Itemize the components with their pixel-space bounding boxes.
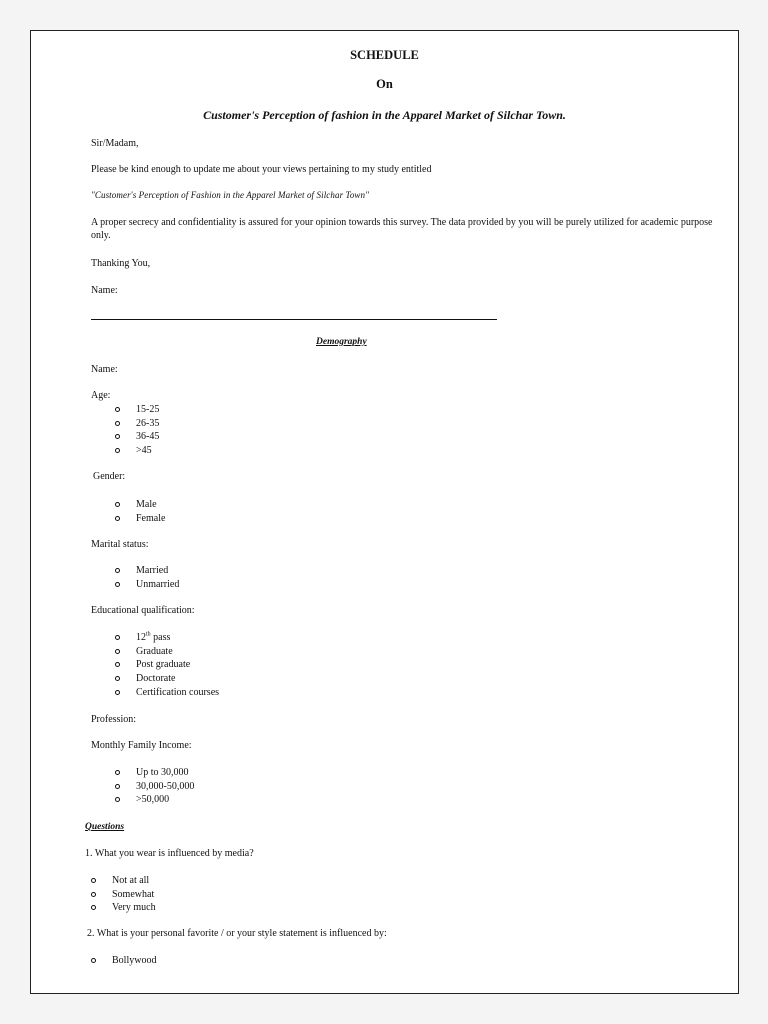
name-line	[91, 319, 497, 320]
option-label: >45	[136, 445, 152, 457]
marital-options	[115, 564, 179, 591]
radio-bullet-icon	[91, 892, 96, 897]
age-option[interactable]	[115, 430, 159, 444]
age-option[interactable]	[115, 417, 159, 431]
gender-option[interactable]	[115, 512, 165, 526]
option-label: Bollywood	[112, 955, 157, 967]
option-label: Male	[136, 499, 157, 511]
option-label: Unmarried	[136, 578, 180, 590]
demography-name-label: Name:	[91, 364, 118, 375]
education-options	[115, 631, 219, 699]
radio-bullet-icon	[115, 516, 120, 521]
question-2-options	[91, 954, 156, 968]
radio-bullet-icon	[115, 662, 120, 667]
education-option[interactable]	[115, 685, 219, 699]
radio-bullet-icon	[115, 635, 120, 640]
option-label: 15-25	[136, 404, 160, 416]
option-label: Married	[136, 565, 169, 577]
questions-heading: Questions	[85, 822, 125, 832]
radio-bullet-icon	[115, 434, 120, 439]
income-option[interactable]	[115, 780, 194, 794]
question-1-options	[91, 874, 156, 915]
confidentiality-text: A proper secrecy and confidentiality is assured for your opinion towards this survey. The data provided by you will be purely utilized for academic purpose only.	[91, 217, 713, 241]
salutation: Sir/Madam,	[91, 138, 139, 149]
question-1-option[interactable]	[91, 888, 156, 902]
education-option[interactable]	[115, 631, 219, 645]
radio-bullet-icon	[115, 770, 120, 775]
education-option[interactable]	[115, 645, 219, 659]
age-options	[115, 403, 159, 457]
education-label: Educational qualification:	[91, 605, 195, 616]
letter-name-label: Name:	[91, 285, 118, 296]
option-label: Graduate	[136, 645, 173, 657]
question-1-option[interactable]	[91, 874, 156, 888]
option-label: Female	[136, 512, 166, 524]
option-label: 26-35	[136, 417, 160, 429]
radio-bullet-icon	[115, 421, 120, 426]
income-option[interactable]	[115, 793, 194, 807]
gender-label: Gender:	[93, 471, 126, 482]
radio-bullet-icon	[115, 582, 120, 587]
marital-option[interactable]	[115, 564, 179, 578]
option-label: Doctorate	[136, 673, 176, 685]
request-text: Please be kind enough to update me about your views pertaining to my study entitled	[91, 164, 432, 175]
radio-bullet-icon	[115, 797, 120, 802]
document-subtitle: Customer's Perception of fashion in the Apparel Market of Silchar Town.	[203, 108, 566, 122]
option-label: 30,000-50,000	[136, 780, 195, 792]
age-option[interactable]	[115, 403, 159, 417]
option-label: Up to 30,000	[136, 767, 189, 779]
question-1-text: 1. What you wear is influenced by media?	[85, 848, 254, 859]
age-label: Age:	[91, 390, 111, 401]
option-label: 12th pass	[136, 631, 171, 644]
study-title: "Customer's Perception of Fashion in the Apparel Market of Silchar Town"	[91, 190, 370, 200]
option-label: 36-45	[136, 431, 160, 443]
radio-bullet-icon	[115, 407, 120, 412]
question-2-option[interactable]	[91, 954, 156, 968]
radio-bullet-icon	[91, 905, 96, 910]
gender-option[interactable]	[115, 498, 165, 512]
radio-bullet-icon	[115, 784, 120, 789]
radio-bullet-icon	[115, 568, 120, 573]
education-option[interactable]	[115, 672, 219, 686]
question-2-text: 2. What is your personal favorite / or your style statement is influenced by:	[87, 928, 387, 939]
radio-bullet-icon	[115, 448, 120, 453]
radio-bullet-icon	[115, 690, 120, 695]
radio-bullet-icon	[115, 649, 120, 654]
education-option[interactable]	[115, 658, 219, 672]
age-option[interactable]	[115, 444, 159, 458]
document-on: On	[376, 77, 393, 91]
income-label: Monthly Family Income:	[91, 740, 192, 751]
income-options	[115, 766, 194, 807]
radio-bullet-icon	[91, 958, 96, 963]
demography-heading: Demography	[316, 337, 367, 347]
profession-label: Profession:	[91, 714, 136, 725]
thanks-text: Thanking You,	[91, 258, 151, 269]
option-label: Not at all	[112, 875, 150, 887]
option-label: Very much	[112, 902, 156, 914]
radio-bullet-icon	[115, 502, 120, 507]
marital-option[interactable]	[115, 578, 179, 592]
option-label: Certification courses	[136, 686, 220, 698]
questionnaire-page	[30, 30, 739, 994]
radio-bullet-icon	[91, 878, 96, 883]
radio-bullet-icon	[115, 676, 120, 681]
option-label: Post graduate	[136, 659, 191, 671]
option-label: Somewhat	[112, 888, 155, 900]
question-1-option[interactable]	[91, 901, 156, 915]
marital-label: Marital status:	[91, 539, 149, 550]
income-option[interactable]	[115, 766, 194, 780]
gender-options	[115, 498, 165, 525]
option-label: >50,000	[136, 794, 170, 806]
document-title: SCHEDULE	[350, 48, 419, 62]
